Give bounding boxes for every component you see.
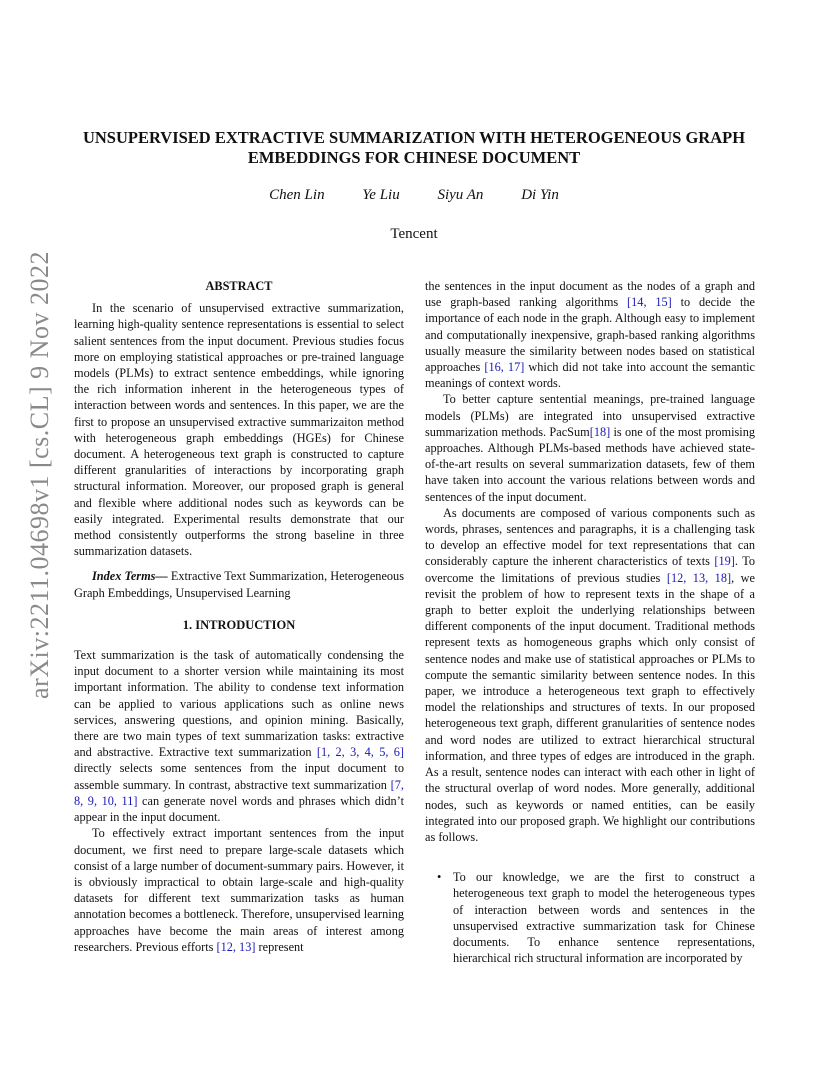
paragraph-text: , we revisit the problem of how to represent texts in the shape of a graph to better exploit the underlying relationships between different components of the input document. Traditional methods represent texts as homogeneous graphs which only consist of sentence nodes and make use of statistical approaches or PLMs to compute the semantic similarity between sentence nodes. In this paper, we introduce a heterogeneous text graph to effectively model the relationships and structures of texts. In our proposed heterogeneous text graph, different granularities of sentence nodes and word nodes are utilized to extract hierarchical structural information, and three types of edges are introduced in the graph. As a result, sentence nodes can interact with each other in light of the structural overlap of word nodes. More generally, additional nodes, such as keywords or named entities, can be easily integrated into our proposed graph. We highlight our contributions as follows. [425,570,755,844]
intro-paragraph-1 [74,647,404,825]
section-heading-introduction: 1. INTRODUCTION [182,617,296,632]
citation-link[interactable]: [18] [589,424,611,439]
list-item-text: To our knowledge, we are the first to construct a heterogeneous text graph to model the heterogeneous types of interaction between words and sentences in the unsupervised extractive summarization task for Chinese documents. To enhance sentence representations, hierarchical rich structural information are incorporated by [453,870,755,966]
paragraph-text: which did not take into account the semantic meanings of context words. [425,360,755,391]
right-column [425,278,755,966]
arxiv-identifier-text: arXiv:2211.04698v1 [cs.CL] 9 Nov 2022 [25,251,54,699]
affiliation: Tencent [390,226,438,242]
index-terms-text: Extractive Text Summarization, Heterogeneous Graph Embeddings, Unsupervised Learning [74,569,404,600]
intro-paragraph-5 [425,505,755,845]
contribution-list [425,869,755,966]
citation-link[interactable]: [7, 8, 9, 10, 11] [74,777,404,808]
bullet-icon: • [437,870,442,885]
intro-paragraph-2 [74,825,404,955]
paragraph-text: is one of the most promising approaches. Although PLMs-based methods have achieved state-of-the-art results on several summarization datasets, few of them have taken into account the various relations between words and sentences of the input document. [425,424,755,504]
citation-link[interactable]: [19] [714,554,735,569]
intro-paragraph-3 [425,278,755,391]
paragraph-text: To effectively extract important sentences from the input document, we first need to prepare large-scale datasets which consist of a large number of document-summary pairs. However, it is obviously impractical to obtain large-scale and high-quality datasets for different text summarization tasks as human annotation becomes a bottleneck. Therefore, unsupervised learning approaches have become the main areas of interest among researchers. Previous efforts [74,826,404,954]
paragraph-text: directly selects some sentences from the input document to assemble summary. In contrast, abstractive text summarization [74,761,404,792]
intro-paragraph-4 [425,391,755,504]
citation-link[interactable]: [12, 13] [216,939,256,954]
list-item [425,869,755,966]
citation-link[interactable]: [1, 2, 3, 4, 5, 6] [316,745,404,760]
paragraph-text: To better capture sentential meanings, pre-trained language models (PLMs) are integrated into unsupervised extractive summarization methods. PacSum [425,392,755,439]
abstract-heading: ABSTRACT [205,279,273,293]
index-terms-label: Index Terms— [92,569,168,584]
index-terms [74,568,404,600]
paragraph-text: represent [255,939,304,954]
paragraph-text: As documents are composed of various components such as words, phrases, sentences and paragraphs, it is a challenging task to develop an effective model for text representations that can considerably capture the inherent characteristics of texts [425,505,755,569]
author-name: Siyu An [437,187,484,203]
arxiv-identifier-stamp[interactable] [20,251,60,699]
citation-link[interactable]: [16, 17] [484,360,525,375]
paragraph-text: the sentences in the input document as the nodes of a graph and use graph-based ranking algorithms [425,279,755,310]
citation-link[interactable]: [14, 15] [627,295,672,310]
author-list [70,187,758,204]
paragraph-text: Text summarization is the task of automatically condensing the input document to a shorter version while maintaining its most important information. The ability to condense text information can be applied to various applications such as online news services, answering questions, and opinion mining. Basically, there are two main types of text summarization tasks: extractive and abstractive. Extractive text summarization [74,648,404,760]
citation-link[interactable]: [12, 13, 18] [666,570,732,585]
left-column [74,278,404,955]
paragraph-text: . To overcome the limitations of previous studies [425,554,755,585]
author-name: Chen Lin [269,187,325,203]
paper-title: UNSUPERVISED EXTRACTIVE SUMMARIZATION WITH HETEROGENEOUS GRAPH EMBEDDINGS FOR CHINESE DOCUMENT [82,128,746,167]
paragraph-text: can generate novel words and phrases which didn’t appear in the input document. [74,793,404,825]
author-name: Ye Liu [362,187,400,203]
paragraph-text: to decide the importance of each node in the graph. Although easy to implement and computationally inexpensive, graph-based ranking algorithms usually measure the similarity between nodes based on statistical approaches [425,295,755,375]
abstract-text: In the scenario of unsupervised extractive summarization, learning high-quality sentence representations is essential to select salient sentences from the input document. Previous studies focus more on employing statistical approaches or pre-trained language models (PLMs) to extract sentence embeddings, while ignoring the rich information inherent in the heterogeneous types of interaction between words and sentences. In this paper, we are the first to propose an unsupervised extractive summarizaiton method with heterogeneous graph embeddings (HGEs) for Chinese document. A heterogeneous text graph is constructed to capture different granularities of interactions by incorporating graph structural information. Moreover, our proposed graph is general and flexible where additional nodes such as keywords can be easily integrated. Experimental results demonstrate that our method consistently outperforms the strong baseline in three summarization datasets. [74,301,404,559]
author-name: Di Yin [521,187,559,203]
